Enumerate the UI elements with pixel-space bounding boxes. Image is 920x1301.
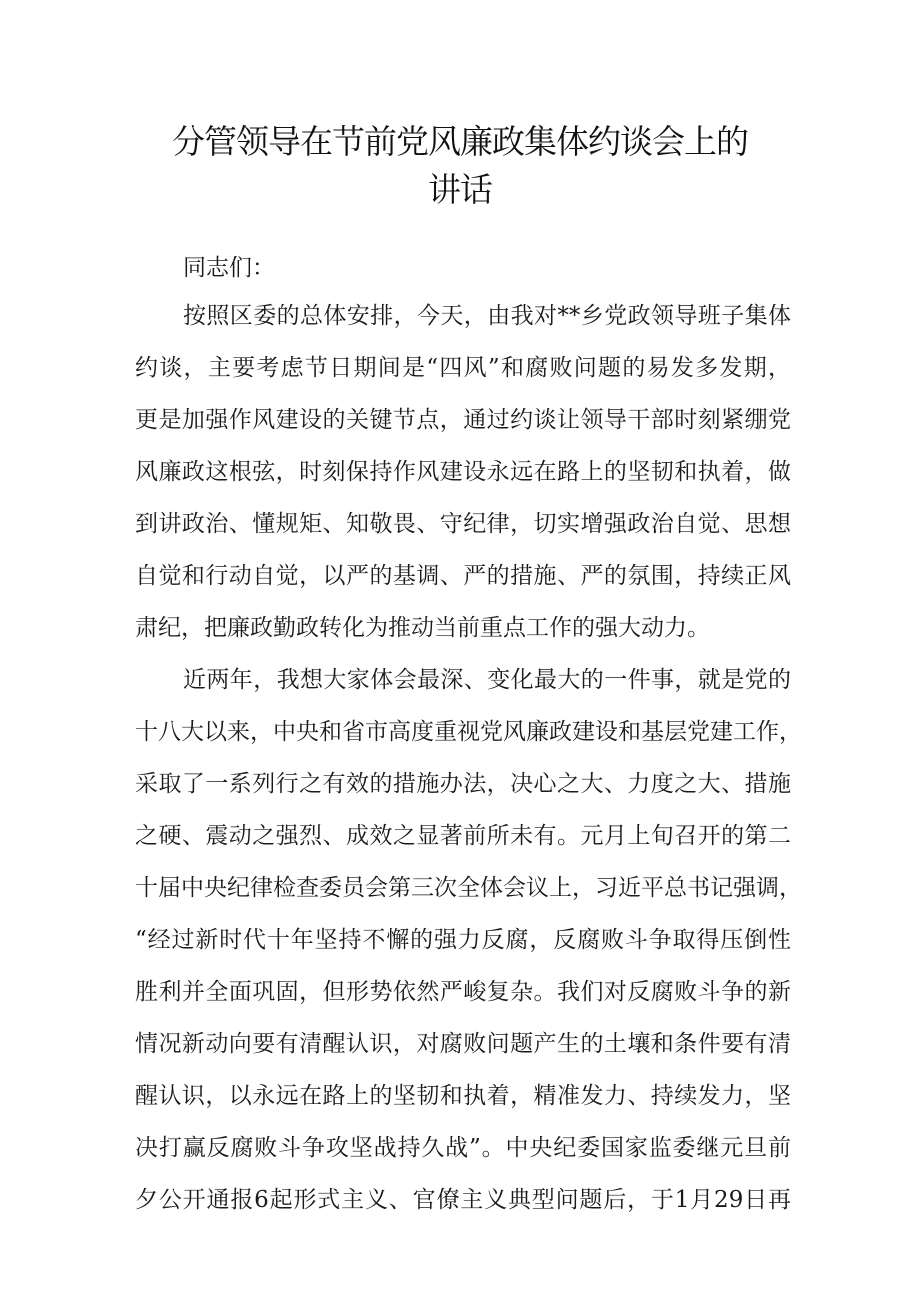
paragraph-1-line-6: 自觉和行动自觉，以严的基调、严的措施、严的氛围，持续正风 [135,563,791,589]
paragraph-2-line-9: 醒认识，以永远在路上的坚韧和执着，精准发力、持续发力，坚 [135,1083,791,1109]
paragraph-1-line-3: 更是加强作风建设的关键节点，通过约谈让领导干部时刻紧绷党 [135,407,791,433]
paragraph-2-line-7: 胜利并全面巩固，但形势依然严峻复杂。我们对反腐败斗争的新 [135,979,791,1005]
paragraph-2-line-8: 情况新动向要有清醒认识，对腐败问题产生的土壤和条件要有清 [135,1031,791,1057]
paragraph-2-line-2: 十八大以来，中央和省市高度重视党风廉政建设和基层党建工作， [135,719,802,745]
paragraph-1-line-7: 肃纪，把廉政勤政转化为推动当前重点工作的强大动力。 [135,615,710,641]
document-title-line-1: 分管领导在节前党风廉政集体约谈会上的 [172,122,748,161]
paragraph-2-line-1: 近两年，我想大家体会最深、变化最大的一件事，就是党的 [183,667,791,693]
paragraph-2-line-3: 采取了一系列行之有效的措施办法，决心之大、力度之大、措施 [135,771,791,797]
salutation: 同志们： [183,255,275,281]
paragraph-2-line-11: 夕公开通报6起形式主义、官僚主义典型问题后，于1月29日再 [135,1187,791,1213]
paragraph-1-line-1: 按照区委的总体安排，今天，由我对**乡党政领导班子集体 [183,303,791,329]
paragraph-1-line-2: 约谈，主要考虑节日期间是“四风”和腐败问题的易发多发期， [135,355,791,381]
paragraph-2-line-4: 之硬、震动之强烈、成效之显著前所未有。元月上旬召开的第二 [135,823,791,849]
paragraph-2-line-10: 决打赢反腐败斗争攻坚战持久战”。中央纪委国家监委继元旦前 [135,1135,791,1161]
paragraph-1-line-5: 到讲政治、懂规矩、知敬畏、守纪律，切实增强政治自觉、思想 [135,511,791,537]
document-title-line-2: 讲话 [428,170,492,209]
paragraph-2-line-5: 十届中央纪律检查委员会第三次全体会议上，习近平总书记强调， [135,875,802,901]
paragraph-1-line-4: 风廉政这根弦，时刻保持作风建设永远在路上的坚韧和执着，做 [135,459,791,485]
paragraph-2-line-6: “经过新时代十年坚持不懈的强力反腐，反腐败斗争取得压倒性 [135,927,791,953]
